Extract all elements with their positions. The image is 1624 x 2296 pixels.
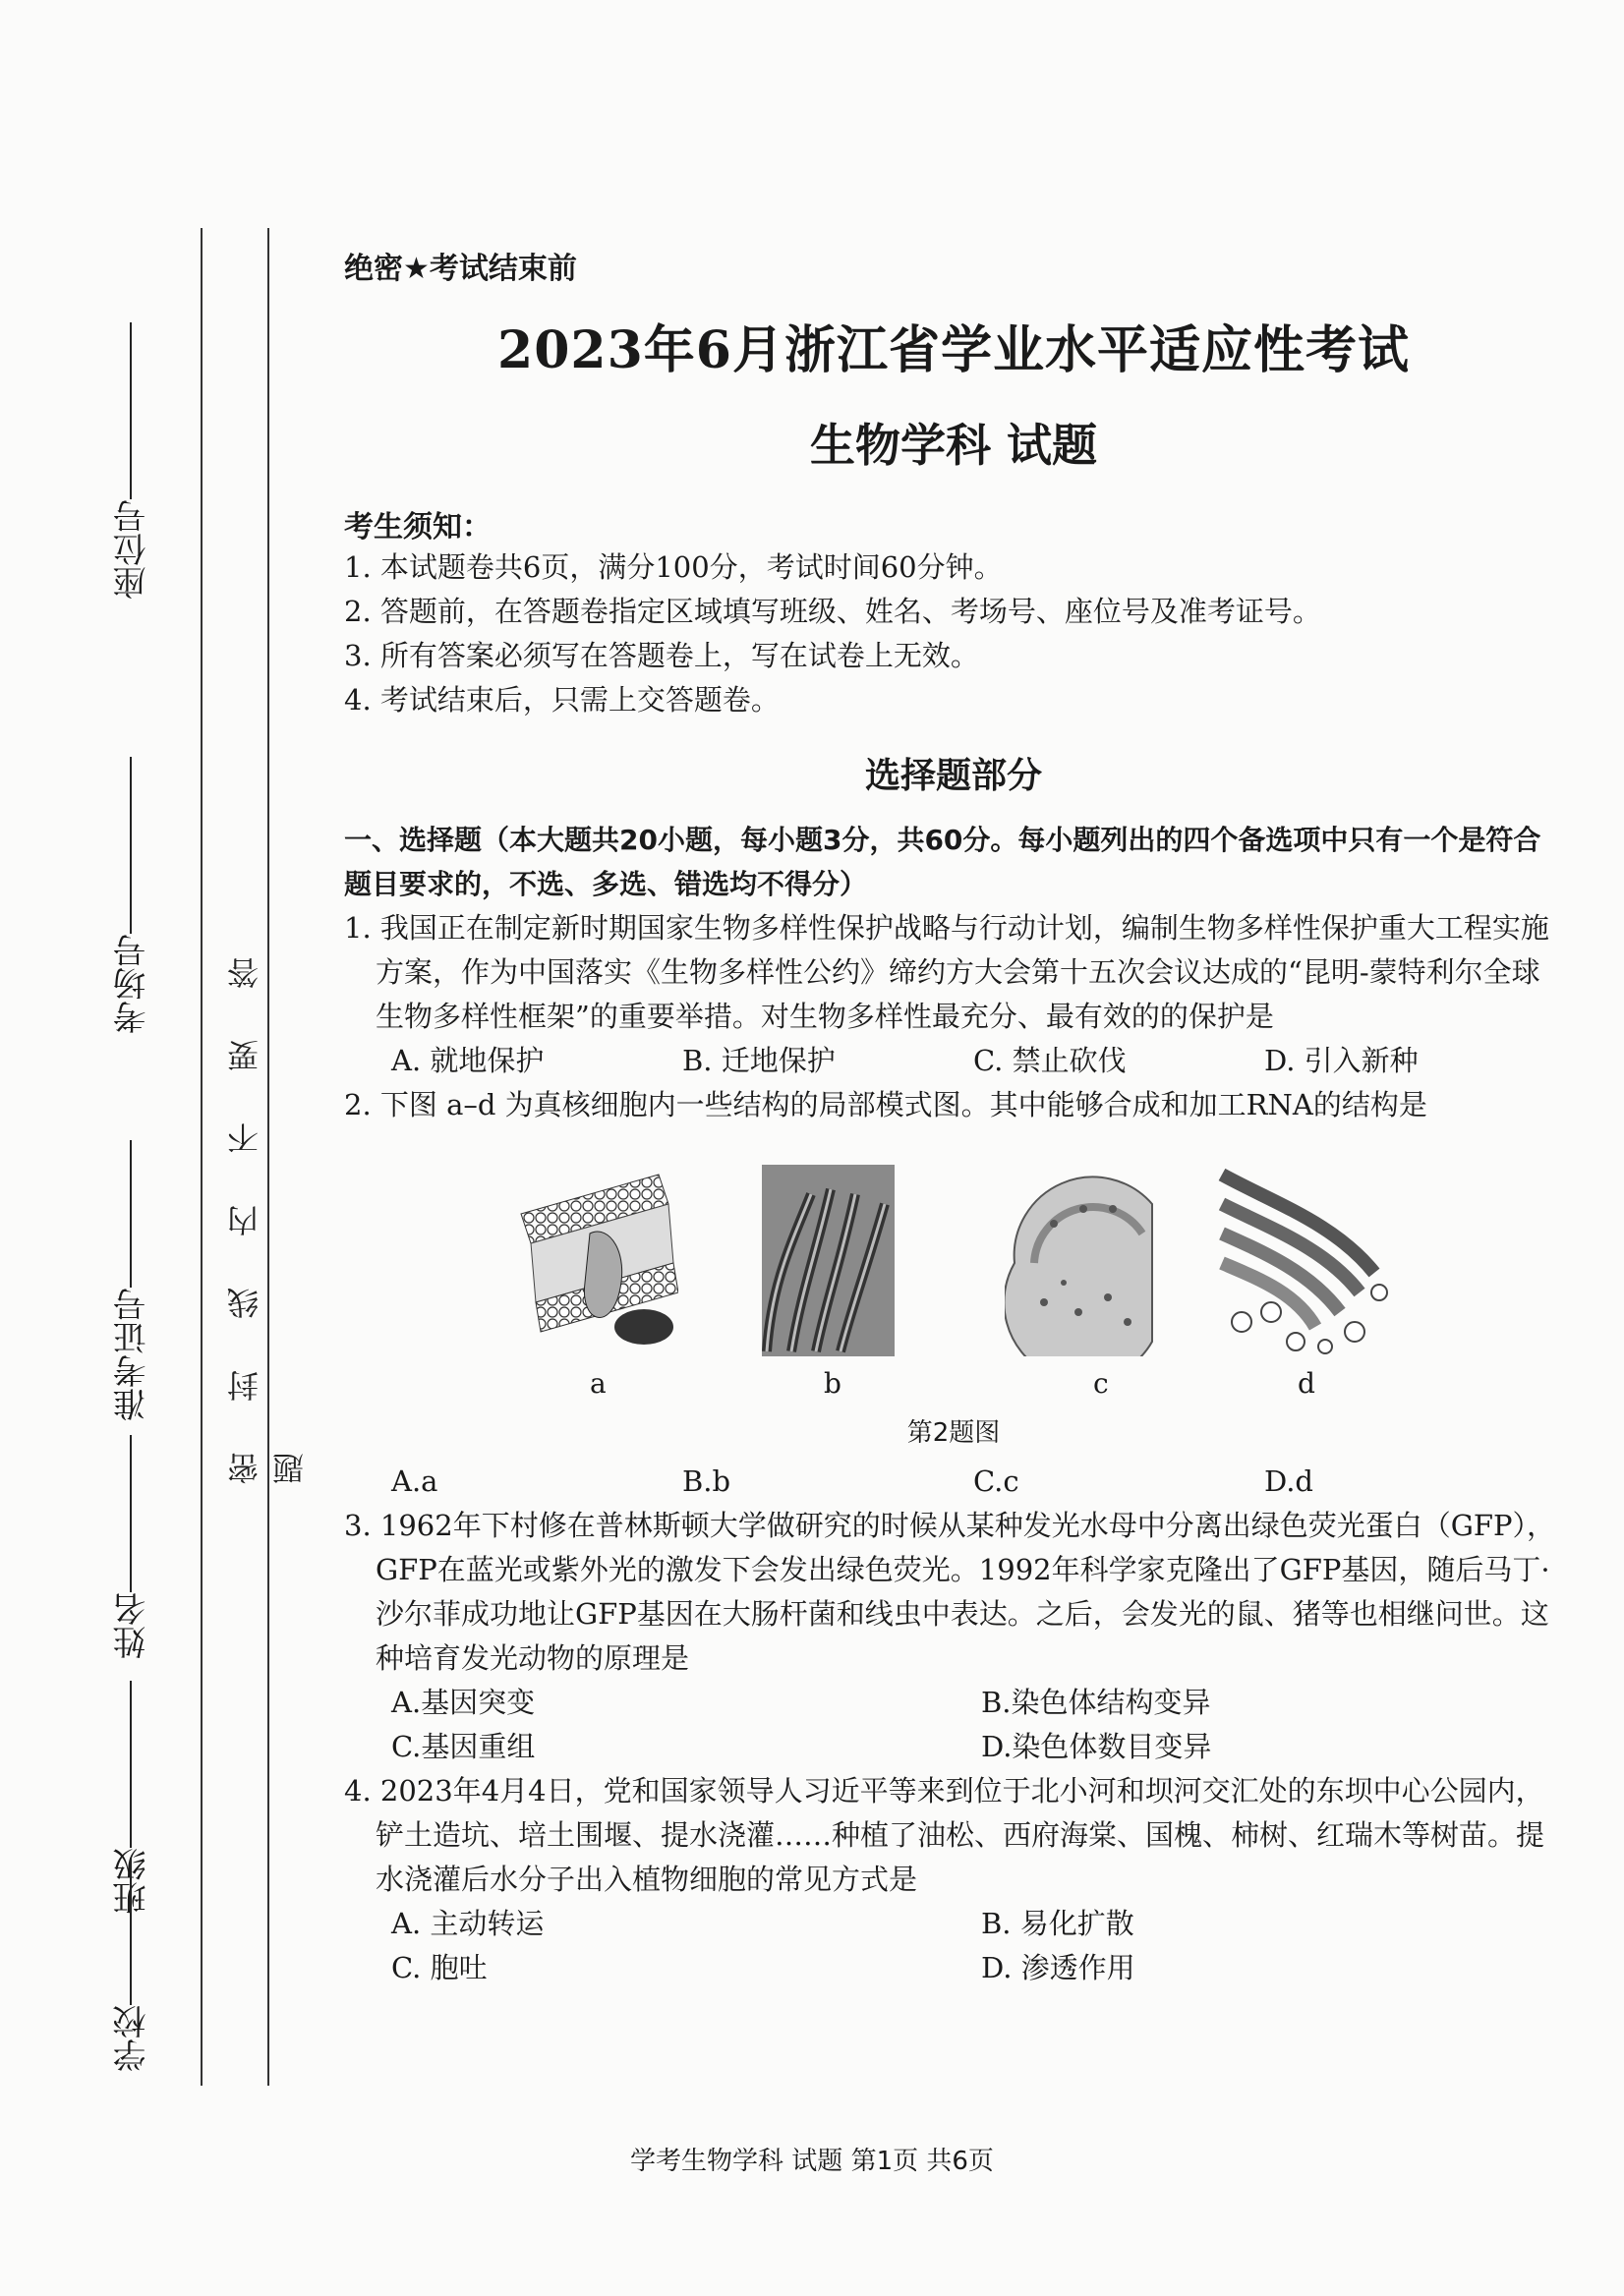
- option-b: B.染色体结构变异: [981, 1686, 1211, 1719]
- admission-number-field[interactable]: [108, 1130, 156, 1421]
- seat-number-field[interactable]: [108, 313, 156, 600]
- student-name-field[interactable]: [108, 1425, 156, 1659]
- question-4-options: [344, 1902, 1563, 1990]
- class-label: 班级: [113, 1848, 152, 1915]
- seal-line-left: [201, 228, 203, 2086]
- school-label: 学校: [113, 2005, 152, 2072]
- option-c: C. 禁止砍伐: [973, 1044, 1127, 1077]
- membrane-illustration: [511, 1165, 678, 1356]
- option-a: A. 主动转运: [391, 1907, 545, 1940]
- question-1: 1. 我国正在制定新时期国家生物多样性保护战略与行动计划，编制生物多样性保护重大工程实施方案，作为中国落实《生物多样性公约》缔约方大会第十五次会议达成的“昆明-蒙特利尔全球生物多样性框架”的重要举措。对生物多样性最充分、最有效的的保护是: [344, 911, 1549, 1033]
- question-3-options: [344, 1681, 1563, 1769]
- question-2-options: [344, 1460, 1563, 1504]
- notice-item: 1. 本试题卷共6页，满分100分，考试时间60分钟。: [344, 550, 1003, 584]
- notice-item: 3. 所有答案必须写在答题卷上，写在试卷上无效。: [344, 639, 979, 672]
- notice-item: 2. 答题前，在答题卷指定区域填写班级、姓名、考场号、座位号及准考证号。: [344, 595, 1321, 628]
- question-3: 3. 1962年下村修在普林斯顿大学做研究的时候从某种发光水母中分离出绿色荧光蛋白（GFP），GFP在蓝光或紫外光的激发下会发出绿色荧光。1992年科学家克隆出了GFP基因，随后马丁·沙尔菲成功地让GFP基因在大肠杆菌和线虫中表达。之后，会发光的鼠、猪等也相继问世。这种培育发光动物的原理是: [344, 1509, 1555, 1675]
- option-a: A. 就地保护: [391, 1044, 545, 1077]
- option-d: D. 渗透作用: [981, 1951, 1135, 1984]
- seal-warning-text: 密封线内不要答题: [226, 906, 309, 1484]
- admission-number-label: 准考证号: [113, 1288, 152, 1421]
- part-description: 一、选择题（本大题共20小题，每小题3分，共60分。每小题列出的四个备选项中只有一个是符合题目要求的，不选、多选、错选均不得分）: [344, 824, 1541, 900]
- option-b: B. 易化扩散: [981, 1907, 1134, 1940]
- exam-title: 2023年6月浙江省学业水平适应性考试: [497, 320, 1410, 380]
- seat-number-label: 座位号: [113, 499, 152, 600]
- question-1-options: [344, 1039, 1563, 1083]
- figure-label-d: d: [1298, 1367, 1315, 1400]
- option-a: A.基因突变: [391, 1686, 536, 1719]
- figure-label-c: c: [1093, 1367, 1109, 1400]
- option-d: D.染色体数目变异: [981, 1730, 1212, 1763]
- figure-caption: 第2题图: [906, 1418, 1001, 1448]
- notice-item: 4. 考试结束后，只需上交答题卷。: [344, 683, 780, 717]
- exam-room-label: 考场号: [113, 934, 152, 1034]
- exam-subtitle: 生物学科 试题: [809, 419, 1097, 472]
- option-d: D.d: [1264, 1464, 1313, 1498]
- option-c: C.c: [973, 1464, 1019, 1498]
- student-name-label: 姓名: [113, 1592, 152, 1659]
- figure-label-b: b: [824, 1367, 841, 1400]
- confidential-mark: 绝密★考试结束前: [344, 252, 577, 286]
- option-b: B.b: [682, 1464, 731, 1498]
- option-b: B. 迁地保护: [682, 1044, 836, 1077]
- golgi-illustration: [1217, 1165, 1389, 1356]
- notice-list: [344, 545, 1563, 722]
- figure-label-a: a: [590, 1367, 607, 1400]
- exam-content: [344, 244, 1563, 1990]
- er-illustration: [762, 1165, 895, 1356]
- school-field[interactable]: [108, 1848, 156, 2072]
- question-4: 4. 2023年4月4日，党和国家领导人习近平等来到位于北小河和坝河交汇处的东坝中心公园内，铲土造坑、培土围堰、提水浇灌……种植了油松、西府海棠、国槐、柿树、红瑞木等树苗。提水浇灌后水分子出入植物细胞的常见方式是: [344, 1774, 1545, 1896]
- section-title: 选择题部分: [864, 756, 1042, 796]
- option-a: A.a: [391, 1464, 438, 1498]
- notice-heading: 考生须知：: [344, 510, 492, 545]
- binding-margin: [0, 0, 309, 2296]
- page-footer: 学考生物学科 试题 第1页 共6页: [630, 2147, 994, 2176]
- nucleus-illustration: [1005, 1165, 1162, 1356]
- option-d: D. 引入新种: [1264, 1044, 1419, 1077]
- question-2-figure: [344, 1165, 1563, 1460]
- option-c: C. 胞吐: [391, 1951, 488, 1984]
- exam-room-field[interactable]: [108, 747, 156, 1034]
- option-c: C.基因重组: [391, 1730, 536, 1763]
- question-2: 2. 下图 a–d 为真核细胞内一些结构的局部模式图。其中能够合成和加工RNA的结构是: [344, 1088, 1427, 1121]
